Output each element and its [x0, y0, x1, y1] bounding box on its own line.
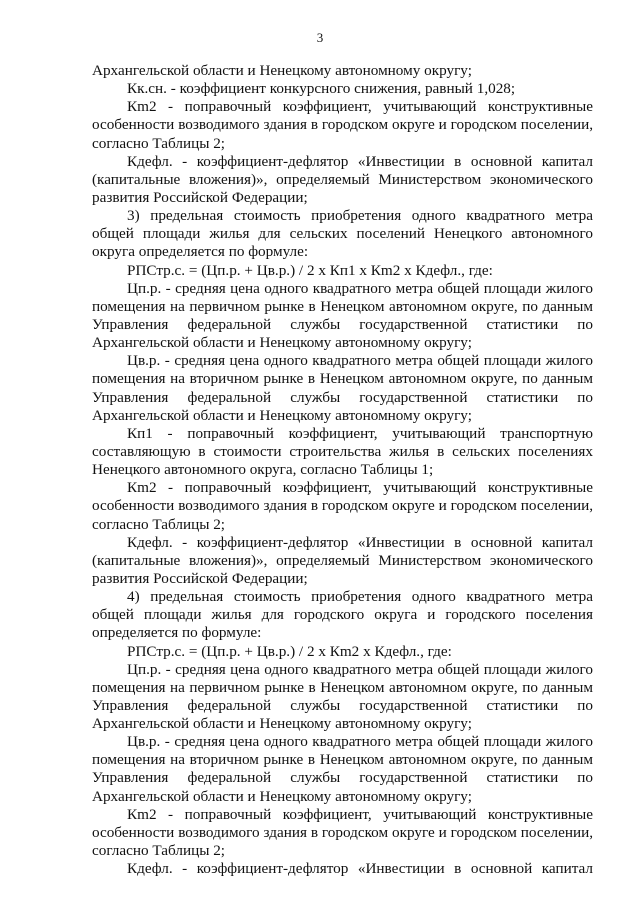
text-line: Кm2 - поправочный коэффициент, учитывающий конструктивные	[127, 805, 593, 823]
text-line: Кдефл. - коэффициент-дефлятор «Инвестиции в основной капитал	[127, 533, 593, 551]
text-line: РПСтр.с. = (Цп.р. + Цв.р.) / 2 x Кп1 x Кm2 x Кдефл., где:	[127, 261, 493, 279]
text-line: Кп1 - поправочный коэффициент, учитывающий транспортную	[127, 424, 593, 442]
text-line: Архангельской области и Ненецкому автономному округу;	[92, 406, 472, 424]
text-line: Кm2 - поправочный коэффициент, учитывающий конструктивные	[127, 98, 593, 116]
text-line: Кк.сн. - коэффициент конкурсного снижения, равный 1,028;	[127, 80, 516, 98]
text-line: Архангельской области и Ненецкому автономному округу;	[92, 715, 472, 733]
text-line: особенности возводимого здания в городском округе и городском поселении,	[92, 116, 593, 134]
text-line: РПСтр.с. = (Цп.р. + Цв.р.) / 2 x Кm2 x Кдефл., где:	[127, 642, 452, 660]
text-line: (капитальные вложения)», определяемый Министерством экономического	[92, 170, 593, 188]
text-line: Управления федеральной службы государственной статистики по	[92, 388, 593, 406]
text-line: округа определяется по формуле:	[92, 243, 309, 261]
text-line: общей площади жилья для городского округа и городского поселения	[92, 606, 593, 624]
text-line: Архангельской области и Ненецкому автономному округу;	[92, 787, 472, 805]
text-line: развития Российской Федерации;	[92, 188, 308, 206]
text-line: Цв.р. - средняя цена одного квадратного метра общей площади жилого	[127, 352, 593, 370]
text-line: Кm2 - поправочный коэффициент, учитывающий конструктивные	[127, 479, 593, 497]
text-line: согласно Таблицы 2;	[92, 515, 226, 533]
text-line: Управления федеральной службы государственной статистики по	[92, 315, 593, 333]
text-line: составляющую в стоимости строительства жилья в сельских поселениях	[92, 442, 593, 460]
text-line: Цв.р. - средняя цена одного квадратного метра общей площади жилого	[127, 733, 593, 751]
text-line: определяется по формуле:	[92, 624, 262, 642]
text-line: развития Российской Федерации;	[92, 569, 308, 587]
text-line: согласно Таблицы 2;	[92, 842, 226, 860]
text-line: согласно Таблицы 2;	[92, 134, 226, 152]
text-line: помещения на первичном рынке в Ненецком автономном округе, по данным	[92, 297, 593, 315]
text-line: 3) предельная стоимость приобретения одного квадратного метра	[127, 207, 593, 225]
page-number: 3	[316, 30, 324, 45]
text-line: особенности возводимого здания в городском округе и городском поселении,	[92, 497, 593, 515]
text-line: Ненецкого автономного округа, согласно Таблицы 1;	[92, 461, 434, 479]
text-line: общей площади жилья для сельских поселений Ненецкого автономного	[92, 225, 593, 243]
document-body	[92, 62, 593, 878]
text-line: (капитальные вложения)», определяемый Министерством экономического	[92, 551, 593, 569]
text-line: Кдефл. - коэффициент-дефлятор «Инвестиции в основной капитал	[127, 152, 593, 170]
text-line: Цп.р. - средняя цена одного квадратного метра общей площади жилого	[127, 279, 593, 297]
text-line: Управления федеральной службы государственной статистики по	[92, 696, 593, 714]
text-line: помещения на первичном рынке в Ненецком автономном округе, по данным	[92, 678, 593, 696]
text-line: особенности возводимого здания в городском округе и городском поселении,	[92, 823, 593, 841]
text-line: Цп.р. - средняя цена одного квадратного метра общей площади жилого	[127, 660, 593, 678]
text-line: помещения на вторичном рынке в Ненецком автономном округе, по данным	[92, 751, 593, 769]
text-line: Кдефл. - коэффициент-дефлятор «Инвестиции в основной капитал	[127, 860, 593, 878]
text-line: помещения на вторичном рынке в Ненецком автономном округе, по данным	[92, 370, 593, 388]
text-line: 4) предельная стоимость приобретения одного квадратного метра	[127, 588, 593, 606]
text-line: Управления федеральной службы государственной статистики по	[92, 769, 593, 787]
text-line: Архангельской области и Ненецкому автономному округу;	[92, 334, 472, 352]
text-line: Архангельской области и Ненецкому автономному округу;	[92, 62, 472, 79]
